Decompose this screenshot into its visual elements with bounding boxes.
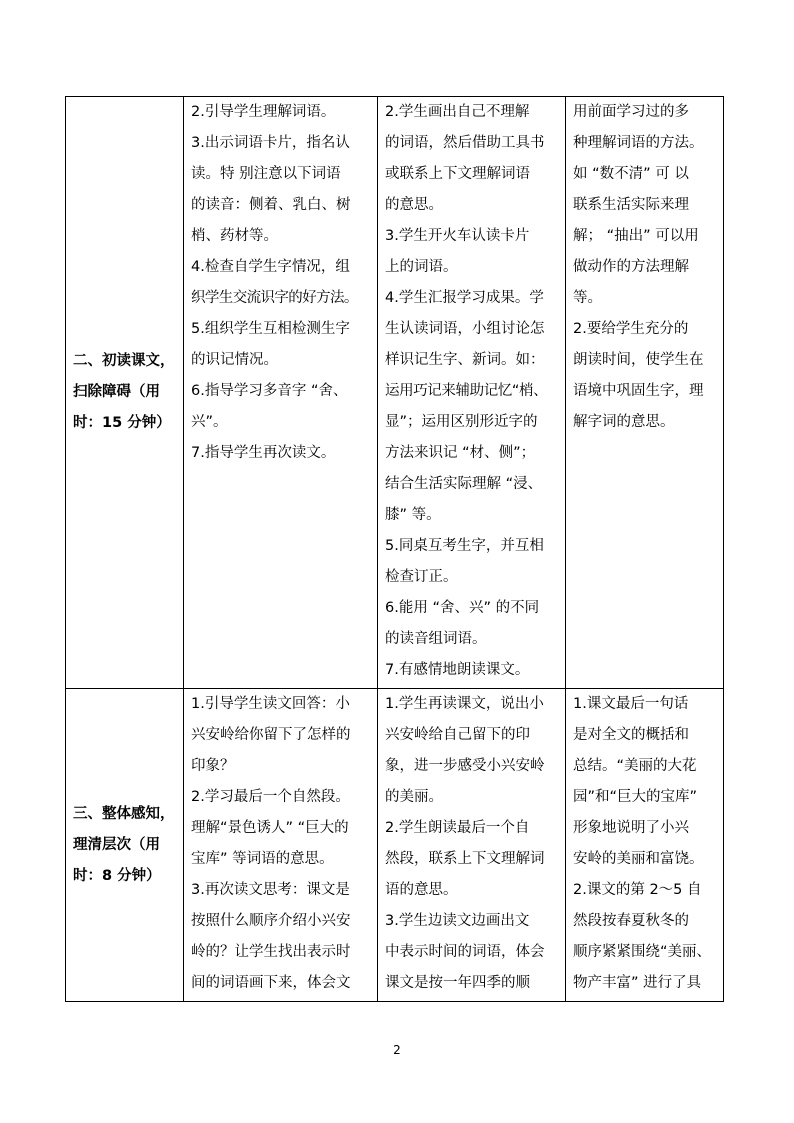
table-row-stage-3 xyxy=(66,689,724,1002)
teacher-activity-cell: 1.引导学生读文回答：小 兴安岭给你留下了怎样的 印象？ 2.学习最后一个自然段。 理解“景色诱人” “巨大的 宝库” 等词语的意思。 3.再次读文思考：课文是 按照什么顺序介绍小兴安 岭的？让学生找出表示时 间的词语画下来，体会文 xyxy=(184,689,378,1002)
stage-cell: 二、初读课文， 扫除障碍（用 时：15 分钟） xyxy=(66,97,184,689)
teacher-activity-cell: 2.引导学生理解词语。 3.出示词语卡片，指名认 读。特 别注意以下词语 的读音：侧着、乳白、树 梢、药材等。 4.检查自学生字情况，组 织学生交流识字的好方法。 5.组织学生互相检测生字 的识记情况。 6.指导学习多音字 “舍、 兴”。 7.指导学生再次读文。 xyxy=(184,97,378,689)
lesson-plan-table xyxy=(65,96,724,1002)
design-intent-cell: 1.课文最后一句话 是对全文的概括和 总结。“美丽的大花 园”和“巨大的宝库” 形象地说明了小兴 安岭的美丽和富饶。 2.课文的第 2～5 自 然段按春夏秋冬的 顺序紧紧围绕“美丽、 物产丰富” 进行了具 xyxy=(566,689,724,1002)
stage-cell: 三、整体感知， 理清层次（用 时：8 分钟） xyxy=(66,689,184,1002)
page-number: 2 xyxy=(393,1043,401,1057)
student-activity-cell: 1.学生再读课文，说出小 兴安岭给自己留下的印 象，进一步感受小兴安岭 的美丽。 2.学生朗读最后一个自 然段，联系上下文理解词 语的意思。 3.学生边读文边画出文 中表示时间的词语，体会 课文是按一年四季的顺 xyxy=(378,689,566,1002)
student-activity-cell: 2.学生画出自己不理解 的词语，然后借助工具书 或联系上下文理解词语 的意思。 3.学生开火车认读卡片 上的词语。 4.学生汇报学习成果。学 生认读词语，小组讨论怎 样识记生字、新词。如： 运用巧记来辅助记忆“梢、 显”；运用区别形近字的 方法来识记 “材、侧”； 结合生活实际理解 “浸、 膝” 等。 5.同桌互考生字，并互相 检查订正。 6.能用 “舍、兴” 的不同 的读音组词语。 7.有感情地朗读课文。 xyxy=(378,97,566,689)
table-row-stage-2 xyxy=(66,97,724,689)
design-intent-cell: 用前面学习过的多 种理解词语的方法。 如 “数不清” 可 以 联系生活实际来理 解； “抽出” 可以用 做动作的方法理解 等。 2.要给学生充分的 朗读时间，使学生在 语境中巩固生字，理 解字词的意思。 xyxy=(566,97,724,689)
